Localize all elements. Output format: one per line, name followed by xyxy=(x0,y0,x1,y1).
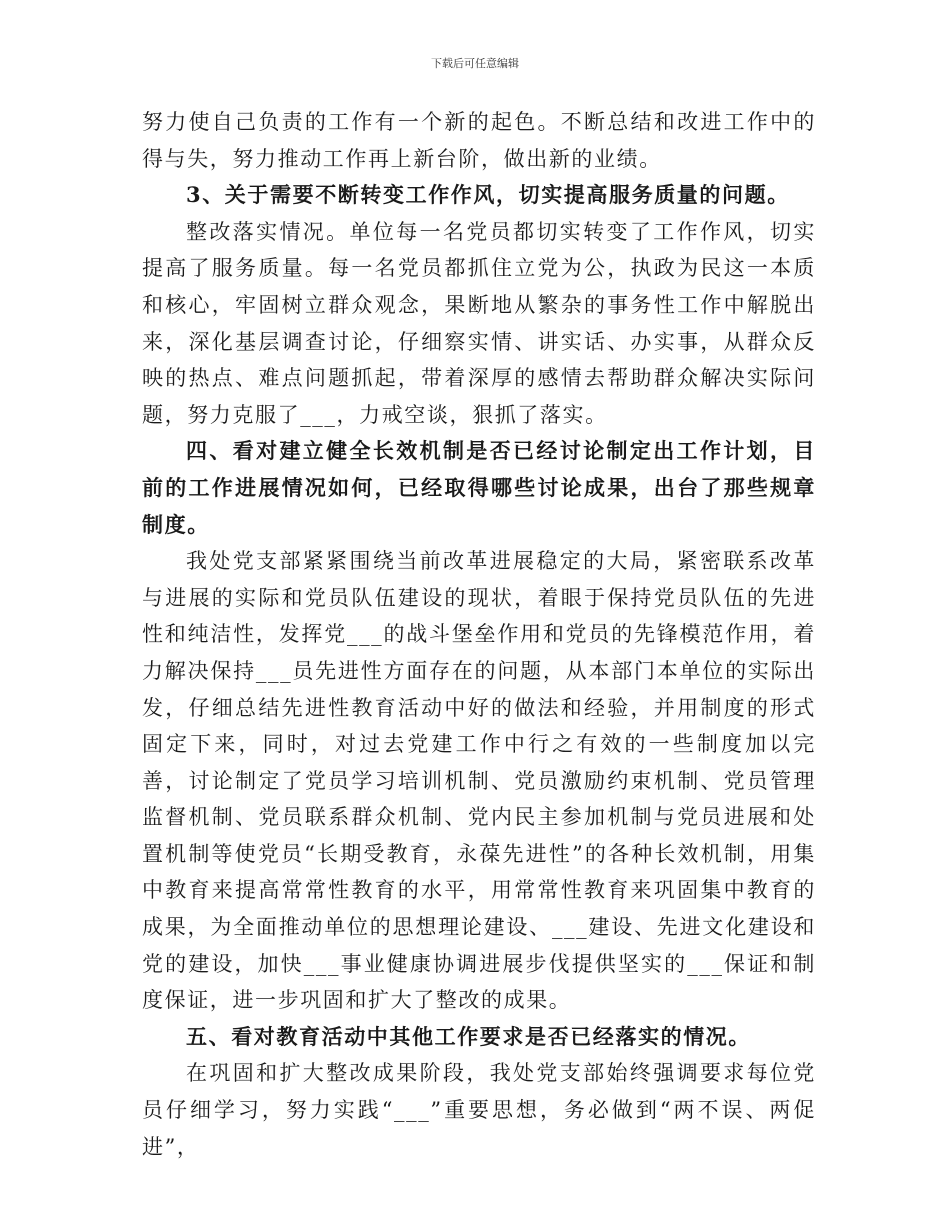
paragraph-rectification-status: 整改落实情况。单位每一名党员都切实转变了工作作风，切实提高了服务质量。每一名党员都抓住立党为公，执政为民这一本质和核心，牢固树立群众观念，果断地从繁杂的事务性工作中解脱出来，深化基层调查讨论，仔细察实情、讲实话、办实事，从群众反映的热点、难点问题抓起，带着深厚的感情去帮助群众解决实际问题，努力克服了___，力戒空谈，狠抓了落实。 xyxy=(142,219,816,427)
paragraph-continuation: 努力使自己负责的工作有一个新的起色。不断总结和改进工作中的得与失，努力推动工作再上新台阶，做出新的业绩。 xyxy=(142,110,816,171)
document-body xyxy=(142,104,816,1165)
page-header-note: 下载后可任意编辑 xyxy=(431,57,519,70)
section-heading-5: 五、看对教育活动中其他工作要求是否已经落实的情况。 xyxy=(186,1023,751,1049)
section-heading-3: 3、关于需要不断转变工作作风，切实提高服务质量的问题。 xyxy=(186,182,790,208)
section-heading-4: 四、看对建立健全长效机制是否已经讨论制定出工作计划，目前的工作进展情况如何，已经取得哪些讨论成果，出台了那些规章制度。 xyxy=(142,438,816,537)
paragraph-long-term-mechanism: 我处党支部紧紧围绕当前改革进展稳定的大局，紧密联系改革与进展的实际和党员队伍建设的现状，着眼于保持党员队伍的先进性和纯洁性，发挥党___的战斗堡垒作用和党员的先锋模范作用，着力解决保持___员先进性方面存在的问题，从本部门本单位的实际出发，仔细总结先进性教育活动中好的做法和经验，并用制度的形式固定下来，同时，对过去党建工作中行之有效的一些制度加以完善，讨论制定了党员学习培训机制、党员激励约束机制、党员管理监督机制、党员联系群众机制、党内民主参加机制与党员进展和处置机制等使党员“长期受教育，永葆先进性”的各种长效机制，用集中教育来提高常常性教育的水平，用常常性教育来巩固集中教育的成果，为全面推动单位的思想理论建设、___建设、先进文化建设和党的建设，加快___事业健康协调进展步伐提供坚实的___保证和制度保证，进一步巩固和扩大了整改的成果。 xyxy=(142,549,816,1013)
paragraph-consolidation: 在巩固和扩大整改成果阶段，我处党支部始终强调要求每位党员仔细学习，努力实践“___”重要思想，务必做到“两不误、两促进”， xyxy=(142,1061,816,1159)
